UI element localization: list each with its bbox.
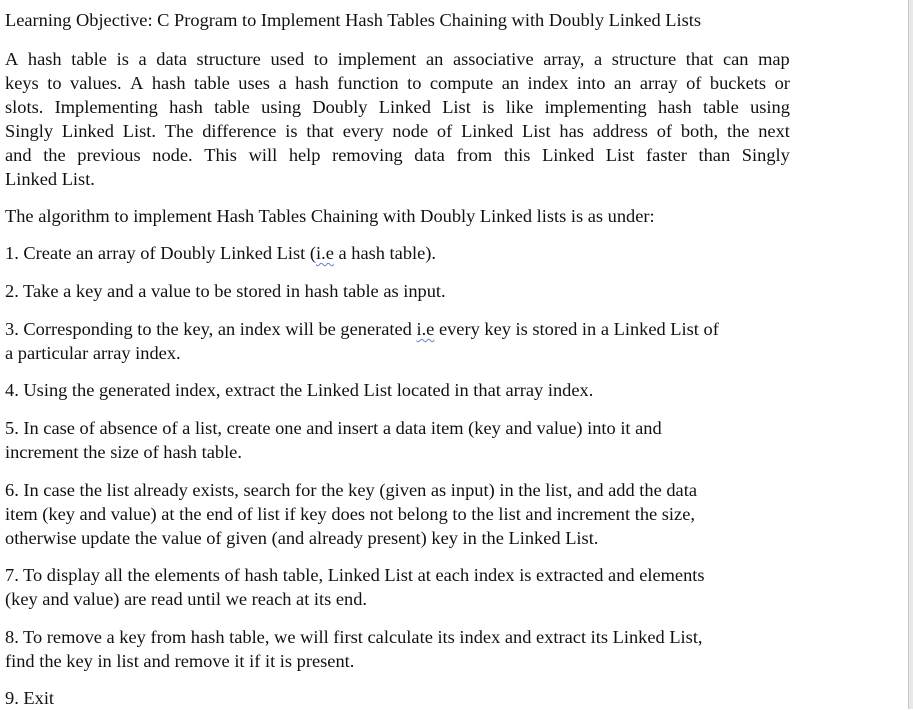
intro-text-5-word: help: [288, 145, 321, 165]
intro-line-4: [5, 119, 790, 143]
document-title: Learning Objective: C Program to Implement Hash Tables Chaining with Doubly Linked Lists: [5, 10, 702, 30]
step-8-line-1: 8. To remove a key from hash table, we will first calculate its index and extract its Linked List,: [5, 627, 703, 647]
intro-text-1-word: that: [685, 49, 714, 69]
step-6-line-2: item (key and value) at the end of list if key does not belong to the list and increment the size,: [5, 504, 695, 524]
intro-text-3-word: slots.: [5, 97, 44, 117]
intro-text-2-word: values.: [70, 73, 122, 93]
intro-text-4-word: List: [521, 121, 551, 141]
intro-text-2-word: hash: [295, 73, 329, 93]
intro-text-3-word: Implementing: [54, 97, 158, 117]
step-1-post: a hash table).: [333, 243, 437, 263]
intro-text-4-word: that: [306, 121, 334, 141]
step-3-post: every key is stored in a Linked List of: [434, 319, 719, 339]
step-9: 9. Exit: [5, 688, 55, 708]
intro-text-2-word: or: [774, 73, 790, 93]
intro-text-4-word: next: [758, 121, 790, 141]
intro-text-5-word: and: [5, 145, 32, 165]
intro-text-5-word: Linked: [542, 145, 595, 165]
intro-text-2-word: array: [639, 73, 678, 93]
intro-text-1-word: can: [722, 49, 749, 69]
intro-text-4-word: Singly: [5, 121, 54, 141]
intro-text-3-word: table: [214, 97, 250, 117]
intro-text-2-word: a: [278, 73, 287, 93]
intro-line-6: Linked List.: [5, 169, 95, 189]
intro-text-2-word: buckets: [709, 73, 767, 93]
intro-text-2-word: hash: [151, 73, 186, 93]
intro-text-5-word: data: [414, 145, 445, 165]
step-2: 2. Take a key and a value to be stored in hash table as input.: [5, 281, 446, 301]
intro-text-5-word: previous: [77, 145, 141, 165]
step-4: 4. Using the generated index, extract the Linked List located in that array index.: [5, 380, 594, 400]
intro-text-4-word: both,: [680, 121, 719, 141]
intro-text-5-word: from: [456, 145, 493, 165]
intro-text-4-word: The: [164, 121, 194, 141]
intro-text-1-word: structure: [196, 49, 261, 69]
intro-text-2-word: keys: [5, 73, 39, 93]
intro-text-3-word: using: [261, 97, 302, 117]
intro-line-1: [5, 47, 790, 71]
intro-text-1-word: an: [425, 49, 444, 69]
intro-text-5-word: removing: [332, 145, 403, 165]
intro-text-3-word: using: [750, 97, 790, 117]
intro-text-3-word: is: [482, 97, 495, 117]
intro-text-2-word: of: [686, 73, 702, 93]
intro-text-3-word: like: [505, 97, 534, 117]
intro-text-2-word: into: [576, 73, 606, 93]
intro-text-2-word: to: [47, 73, 62, 93]
intro-text-4-word: of: [656, 121, 673, 141]
intro-text-2-word: an: [501, 73, 520, 93]
step-5-line-1: 5. In case of absence of a list, create one and insert a data item (key and value) into it and: [5, 418, 662, 438]
intro-text-1-word: associative: [452, 49, 534, 69]
intro-text-2-word: to: [407, 73, 422, 93]
step-3-line-1: [5, 317, 719, 341]
intro-text-4-word: has: [559, 121, 584, 141]
step-8-line-2: find the key in list and remove it if it is present.: [5, 651, 355, 671]
step-7-line-1: 7. To display all the elements of hash table, Linked List at each index is extracted and elements: [5, 565, 705, 585]
intro-text-4-word: is: [285, 121, 298, 141]
intro-text-1-word: array,: [543, 49, 585, 69]
step-7-line-2: (key and value) are read until we reach at its end.: [5, 589, 368, 609]
intro-line-2: [5, 71, 790, 95]
step-6-line-3: otherwise update the value of given (and already present) key in the Linked List.: [5, 528, 599, 548]
intro-text-4-word: every: [342, 121, 384, 141]
intro-text-3-word: implementing: [544, 97, 647, 117]
intro-text-5-word: this: [503, 145, 531, 165]
intro-line-5: [5, 143, 790, 167]
intro-text-1-word: data: [156, 49, 187, 69]
step-3-line-2: a particular array index.: [5, 343, 181, 363]
window-right-edge: [908, 0, 913, 709]
intro-text-1-word: structure: [611, 49, 677, 69]
intro-text-5-word: Singly: [741, 145, 790, 165]
intro-text-4-word: difference: [202, 121, 277, 141]
intro-text-5-word: node.: [152, 145, 193, 165]
intro-text-3-word: hash: [658, 97, 692, 117]
intro-text-4-word: Linked: [61, 121, 114, 141]
intro-text-1-word: implement: [337, 49, 417, 69]
intro-text-4-word: the: [726, 121, 750, 141]
step-1-ie: i.e: [316, 243, 334, 263]
intro-text-1-word: is: [116, 49, 129, 69]
intro-text-1-word: map: [758, 49, 790, 69]
step-1-pre: 1. Create an array of Doubly Linked List (: [5, 243, 317, 263]
intro-text-1-word: A: [5, 49, 19, 69]
step-6-line-1: 6. In case the list already exists, search for the key (given as input) in the list, and add the data: [5, 480, 697, 500]
intro-text-1-word: table: [71, 49, 107, 69]
intro-text-3-word: Linked: [378, 97, 431, 117]
intro-text-2-word: function: [337, 73, 399, 93]
intro-text-3-word: table: [703, 97, 739, 117]
step-1: [5, 241, 436, 265]
intro-text-4-word: address: [592, 121, 648, 141]
intro-text-2-word: A: [130, 73, 144, 93]
intro-text-2-word: uses: [238, 73, 270, 93]
intro-text-5-word: the: [43, 145, 66, 165]
step-3-ie: i.e: [416, 319, 435, 339]
intro-text-2-word: index: [527, 73, 569, 93]
intro-text-1-word: used: [270, 49, 305, 69]
intro-text-3-word: hash: [169, 97, 203, 117]
intro-text-1-word: a: [594, 49, 603, 69]
intro-text-4-word: of: [436, 121, 453, 141]
intro-text-4-word: List.: [122, 121, 156, 141]
algorithm-heading: The algorithm to implement Hash Tables Chaining with Doubly Linked lists is as under:: [5, 206, 655, 226]
intro-text-1-word: hash: [27, 49, 62, 69]
intro-text-4-word: node: [392, 121, 429, 141]
step-3-pre: 3. Corresponding to the key, an index will be generated: [5, 319, 417, 339]
intro-text-2-word: table: [194, 73, 230, 93]
intro-text-5-word: faster: [646, 145, 687, 165]
intro-text-5-word: than: [698, 145, 731, 165]
intro-text-5-word: List: [605, 145, 635, 165]
intro-text-5-word: This: [204, 145, 237, 165]
step-5-line-2: increment the size of hash table.: [5, 442, 242, 462]
intro-text-2-word: an: [613, 73, 632, 93]
intro-text-2-word: compute: [429, 73, 494, 93]
intro-text-5-word: will: [248, 145, 278, 165]
intro-line-3: [5, 95, 790, 119]
intro-text-3-word: List: [442, 97, 471, 117]
intro-text-4-word: Linked: [461, 121, 514, 141]
intro-text-3-word: Doubly: [312, 97, 368, 117]
intro-text-1-word: to: [313, 49, 329, 69]
intro-text-1-word: a: [138, 49, 147, 69]
